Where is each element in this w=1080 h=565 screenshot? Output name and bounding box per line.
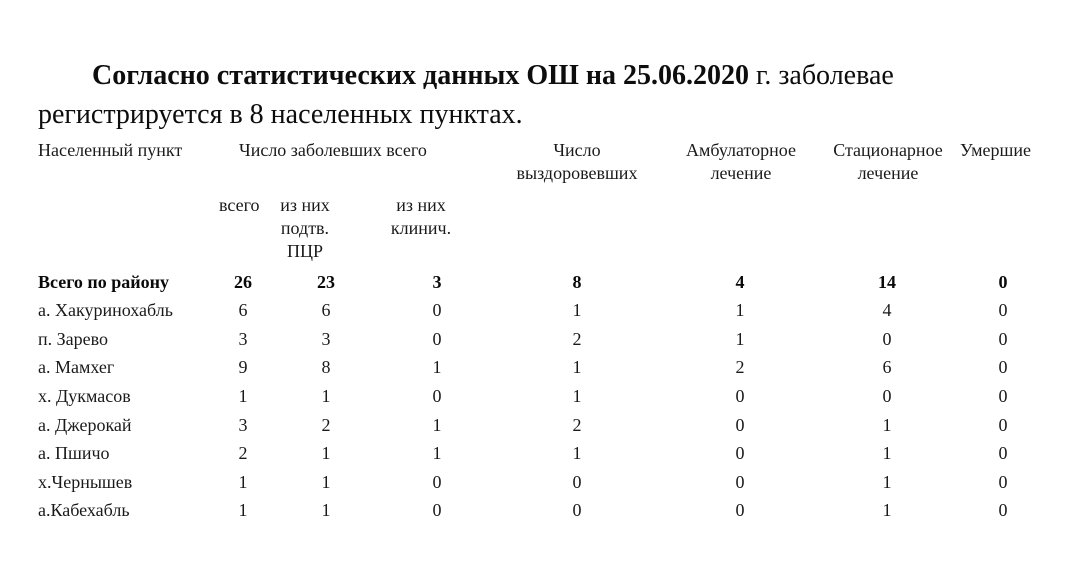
cell-recovered: 1 bbox=[572, 300, 582, 320]
cell-outpatient: 0 bbox=[735, 386, 745, 406]
header-inpatient-line-1: Стационарное bbox=[833, 140, 943, 160]
cell-clinical: 0 bbox=[432, 500, 442, 520]
cell-died: 0 bbox=[998, 443, 1008, 463]
cell-outpatient: 0 bbox=[735, 500, 745, 520]
row-name: а. Хакуринохабль bbox=[38, 300, 173, 320]
row-name: а. Джерокай bbox=[38, 415, 132, 435]
row-name: а.Кабехабль bbox=[38, 500, 130, 520]
intro-rest-text: г. заболевае bbox=[749, 60, 894, 91]
cell-clinical: 3 bbox=[432, 272, 442, 292]
header-outpatient-line-2: лечение bbox=[710, 163, 772, 183]
cell-inpatient: 6 bbox=[882, 357, 892, 377]
row-name: х.Чернышев bbox=[38, 472, 133, 492]
cell-total: 1 bbox=[238, 472, 248, 492]
header-recovered bbox=[496, 139, 658, 185]
cell-died: 0 bbox=[998, 415, 1008, 435]
header-died: Умершие bbox=[960, 140, 1032, 160]
cell-recovered: 0 bbox=[572, 500, 582, 520]
subheader-pcr-line-2: подтв. bbox=[280, 218, 330, 238]
cell-total: 1 bbox=[238, 500, 248, 520]
subheader-total: всего bbox=[219, 195, 260, 215]
cell-outpatient: 4 bbox=[735, 272, 745, 292]
header-inpatient-line-2: лечение bbox=[857, 163, 919, 183]
cell-died: 0 bbox=[998, 329, 1008, 349]
cell-pcr: 6 bbox=[321, 300, 331, 320]
row-name: а. Мамхег bbox=[38, 357, 115, 377]
cell-pcr: 8 bbox=[321, 357, 331, 377]
cell-inpatient: 14 bbox=[878, 272, 896, 292]
cell-pcr: 2 bbox=[321, 415, 331, 435]
cell-clinical: 1 bbox=[432, 443, 442, 463]
cell-outpatient: 0 bbox=[735, 443, 745, 463]
cell-outpatient: 1 bbox=[735, 329, 745, 349]
row-name: Всего по району bbox=[38, 272, 170, 292]
cell-recovered: 1 bbox=[572, 357, 582, 377]
header-outpatient-line-1: Амбулаторное bbox=[685, 140, 797, 160]
cell-died: 0 bbox=[998, 386, 1008, 406]
cell-clinical: 0 bbox=[432, 386, 442, 406]
cell-clinical: 0 bbox=[432, 472, 442, 492]
cell-inpatient: 0 bbox=[882, 329, 892, 349]
cell-outpatient: 0 bbox=[735, 415, 745, 435]
cell-clinical: 1 bbox=[432, 357, 442, 377]
header-outpatient bbox=[671, 139, 811, 185]
cell-clinical: 0 bbox=[432, 300, 442, 320]
cell-outpatient: 2 bbox=[735, 357, 745, 377]
cell-total: 9 bbox=[238, 357, 248, 377]
cell-clinical: 0 bbox=[432, 329, 442, 349]
cell-outpatient: 0 bbox=[735, 472, 745, 492]
cell-pcr: 1 bbox=[321, 472, 331, 492]
cell-died: 0 bbox=[998, 472, 1008, 492]
cell-pcr: 1 bbox=[321, 386, 331, 406]
cell-inpatient: 0 bbox=[882, 386, 892, 406]
cell-total: 2 bbox=[238, 443, 248, 463]
cell-total: 26 bbox=[234, 272, 252, 292]
cell-died: 0 bbox=[998, 500, 1008, 520]
cell-died: 0 bbox=[998, 357, 1008, 377]
cell-recovered: 1 bbox=[572, 386, 582, 406]
subheader-clinical-line-1: из них bbox=[396, 195, 446, 215]
subheader-clinical-line-2: клинич. bbox=[390, 218, 452, 238]
cell-recovered: 0 bbox=[572, 472, 582, 492]
cell-died: 0 bbox=[998, 300, 1008, 320]
cell-pcr: 3 bbox=[321, 329, 331, 349]
row-name: п. Зарево bbox=[38, 329, 109, 349]
cell-total: 3 bbox=[238, 415, 248, 435]
cell-inpatient: 1 bbox=[882, 472, 892, 492]
cell-total: 3 bbox=[238, 329, 248, 349]
cell-pcr: 23 bbox=[317, 272, 335, 292]
cell-total: 6 bbox=[238, 300, 248, 320]
header-inpatient bbox=[818, 139, 958, 185]
intro-line-2: регистрируется в 8 населенных пунктах. bbox=[38, 99, 523, 130]
cell-clinical: 1 bbox=[432, 415, 442, 435]
cell-recovered: 2 bbox=[572, 415, 582, 435]
cell-inpatient: 1 bbox=[882, 443, 892, 463]
subheader-pcr-line-1: из них bbox=[280, 195, 330, 215]
cell-pcr: 1 bbox=[321, 500, 331, 520]
cell-pcr: 1 bbox=[321, 443, 331, 463]
cell-inpatient: 1 bbox=[882, 415, 892, 435]
cell-recovered: 2 bbox=[572, 329, 582, 349]
cell-recovered: 8 bbox=[572, 272, 582, 292]
intro-line-1 bbox=[92, 60, 894, 92]
subheader-pcr bbox=[268, 194, 342, 263]
subheader-pcr-line-3: ПЦР bbox=[286, 241, 323, 261]
header-sick-total: Число заболевших всего bbox=[239, 140, 427, 160]
cell-total: 1 bbox=[238, 386, 248, 406]
intro-bold-text: Согласно статистических данных ОШ на 25.06.2020 bbox=[92, 60, 749, 91]
row-name: х. Дукмасов bbox=[38, 386, 131, 406]
cell-recovered: 1 bbox=[572, 443, 582, 463]
cell-outpatient: 1 bbox=[735, 300, 745, 320]
cell-inpatient: 1 bbox=[882, 500, 892, 520]
header-recovered-line-1: Число bbox=[553, 140, 601, 160]
subheader-clinical bbox=[376, 194, 466, 240]
cell-inpatient: 4 bbox=[882, 300, 892, 320]
row-name: а. Пшичо bbox=[38, 443, 110, 463]
header-settlement: Населенный пункт bbox=[38, 140, 183, 160]
header-recovered-line-2: выздоровевших bbox=[516, 163, 638, 183]
cell-died: 0 bbox=[998, 272, 1008, 292]
